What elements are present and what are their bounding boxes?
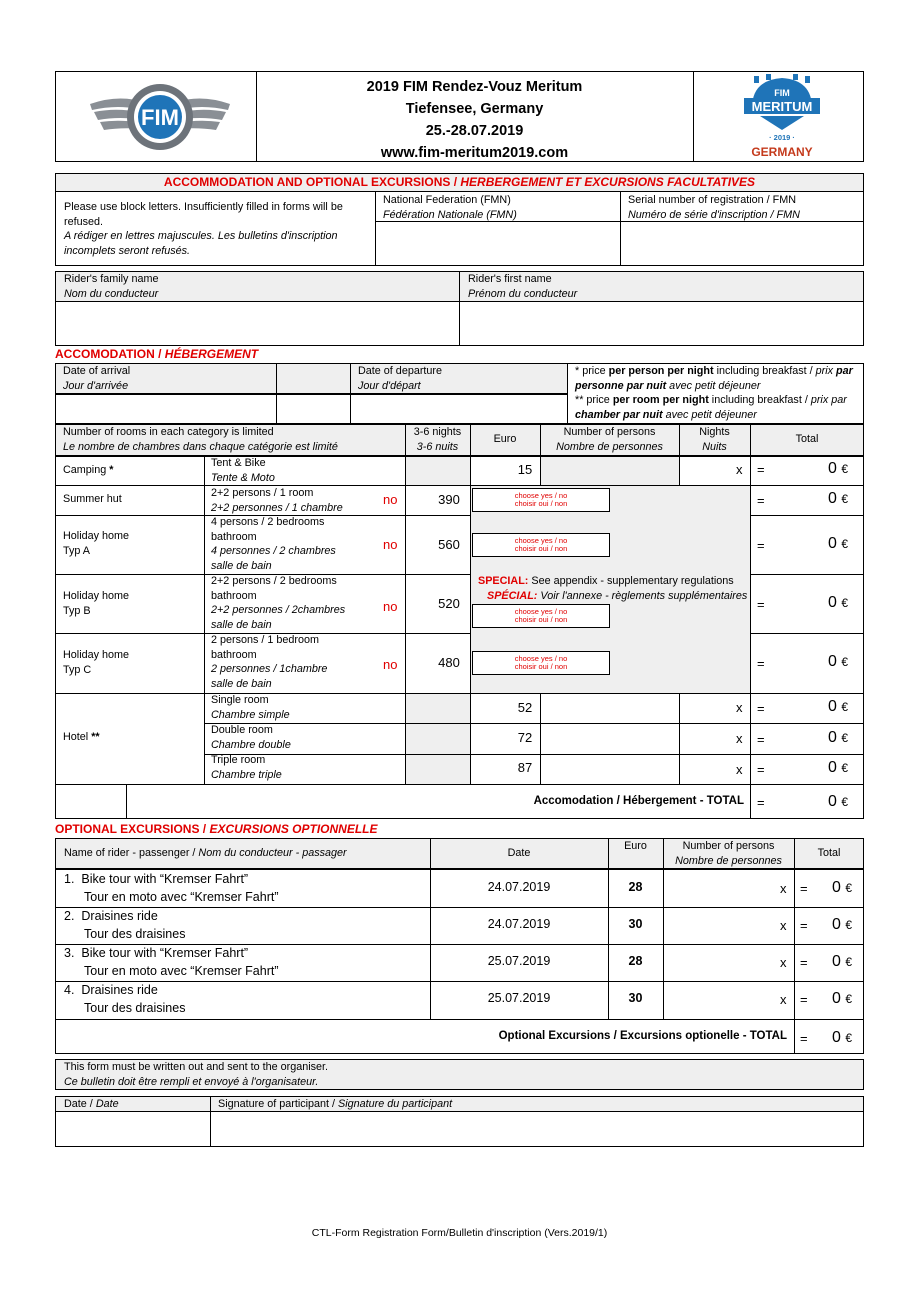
serial-field[interactable] — [621, 222, 863, 265]
family-name-field[interactable] — [56, 302, 459, 345]
event-website[interactable]: www.fim-meritum2019.com — [380, 145, 569, 161]
col-date: Date — [507, 847, 531, 859]
holiday-home-a-price: 560 — [438, 537, 460, 552]
instructions: Please use block letters. Insufficiently filled in forms will be refused. A rédiger en lettres majuscules. Les bulletins d'inscription incomplets seront refusés. — [64, 201, 343, 257]
equals-sign: = — [757, 795, 765, 810]
single-room-persons-field[interactable] — [541, 694, 678, 722]
accommodation-total: 0 € — [828, 793, 849, 810]
single-room-desc: Single room Chambre simple — [211, 694, 290, 721]
federation-label: National Federation (FMN) Fédération Nationale (FMN) — [383, 194, 517, 221]
summer-hut-total: 0 € — [828, 490, 849, 507]
multiply-sign: x — [736, 700, 743, 715]
multiply-sign: x — [736, 762, 743, 777]
summer-hut-desc: 2+2 persons / 1 room 2+2 personnes / 1 chambre — [211, 487, 343, 514]
signature-field[interactable] — [211, 1112, 863, 1146]
holiday-home-a-total: 0 € — [828, 535, 849, 552]
equals-sign: = — [757, 597, 765, 612]
summer-hut-label: Summer hut — [63, 493, 122, 505]
multiply-sign: x — [736, 462, 743, 477]
svg-text:GERMANY: GERMANY — [751, 145, 813, 159]
equals-sign: = — [757, 656, 765, 671]
event-location: Tiefensee, Germany — [405, 101, 544, 117]
triple-room-desc: Triple room Chambre triple — [211, 754, 282, 781]
col-euro: Euro — [624, 840, 647, 852]
holiday-home-a-label: Holiday home Typ A — [63, 530, 130, 557]
departure-label: Date of departure Jour d'départ — [358, 365, 443, 392]
excursion-2-persons-field[interactable] — [664, 908, 774, 943]
form-version: CTL-Form Registration Form/Bulletin d'inscription (Vers.2019/1) — [311, 1227, 608, 1239]
excursions-title: OPTIONAL EXCURSIONS / EXCURSIONS OPTIONNELLE — [55, 822, 378, 836]
col-nights: Nights Nuits — [699, 426, 730, 453]
excursions-total: 0 € — [832, 1029, 853, 1046]
excursion-4-persons-field[interactable] — [664, 982, 774, 1019]
summer-hut-price: 390 — [438, 492, 460, 507]
equals-sign: = — [757, 462, 765, 477]
equals-sign: = — [757, 493, 765, 508]
first-name-label: Rider's first name Prénom du conducteur — [468, 273, 578, 300]
summer-hut-selected: no — [383, 492, 398, 507]
holiday-home-a-choose-select[interactable]: choose yes / no choisir oui / non — [472, 533, 610, 557]
holiday-home-c-price: 480 — [438, 655, 460, 670]
meritum-logo — [740, 74, 824, 160]
holiday-home-b-price: 520 — [438, 596, 460, 611]
double-room-persons-field[interactable] — [541, 724, 678, 753]
excursion-1-persons-field[interactable] — [664, 870, 774, 906]
date-field[interactable] — [56, 1112, 210, 1146]
family-name-label: Rider's family name Nom du conducteur — [64, 273, 159, 300]
holiday-home-c-selected: no — [383, 657, 398, 672]
holiday-home-c-desc: 2 persons / 1 bedroom bathroom 2 personnes / 1chambre salle de bain — [211, 634, 328, 690]
triple-room-total: 0 € — [828, 759, 849, 776]
camping-price: 15 — [517, 462, 533, 477]
camping-label: Camping * — [63, 464, 114, 476]
col-total: Total — [795, 433, 819, 445]
double-room-price: 72 — [517, 730, 533, 745]
equals-sign: = — [757, 762, 765, 777]
first-name-field[interactable] — [460, 302, 863, 345]
accommodation-title: ACCOMODATION / HÉBERGEMENT — [55, 347, 259, 361]
camping-total: 0 € — [828, 460, 849, 477]
special-note: SPECIAL: See appendix - supplementary regulations SPÉCIAL: Voir l'annexe - règlements supplémentaires — [478, 575, 748, 602]
svg-text:FIM: FIM — [141, 105, 179, 130]
excursions-total-label: Optional Excursions / Excursions optionelle - TOTAL — [498, 1030, 787, 1042]
camping-persons-field[interactable] — [580, 457, 679, 484]
holiday-home-c-choose-select[interactable]: choose yes / no choisir oui / non — [472, 651, 610, 675]
fim-logo — [88, 80, 232, 154]
summer-hut-choose-select[interactable]: choose yes / no choisir oui / non — [472, 488, 610, 512]
excursion-3-persons-field[interactable] — [664, 945, 774, 980]
equals-sign: = — [800, 1031, 808, 1046]
col-nights-range: 3-6 nights 3-6 nuits — [413, 426, 462, 453]
single-room-total: 0 € — [828, 698, 849, 715]
arrival-label: Date of arrival Jour d'arrivée — [63, 365, 131, 392]
holiday-home-b-desc: 2+2 persons / 2 bedrooms bathroom 2+2 personnes / 2chambres salle de bain — [211, 575, 346, 631]
send-instructions: This form must be written out and sent to the organiser. Ce bulletin doit être rempli et envoyé à l'organisateur. — [64, 1061, 329, 1088]
camping-nights-field[interactable] — [680, 457, 730, 484]
equals-sign: = — [757, 732, 765, 747]
arrival-field[interactable] — [56, 395, 276, 423]
svg-text:MERITUM: MERITUM — [751, 99, 813, 114]
serial-label: Serial number of registration / FMN Numéro de série d'inscription / FMN — [628, 194, 800, 221]
holiday-home-c-total: 0 € — [828, 653, 849, 670]
col-euro: Euro — [493, 433, 517, 445]
section-title: ACCOMMODATION AND OPTIONAL EXCURSIONS / HERBERGEMENT ET EXCURSIONS FACULTATIVES — [163, 175, 756, 189]
camping-desc: Tent & Bike Tente & Moto — [211, 457, 275, 484]
rooms-limited-label: Number of rooms in each category is limited Le nombre de chambres dans chaque catégorie est limité — [63, 426, 338, 453]
equals-sign: = — [757, 701, 765, 716]
signature-label: Signature of participant / Signature du participant — [218, 1098, 453, 1110]
departure-field[interactable] — [351, 395, 567, 423]
col-rider-name: Name of rider - passenger / Nom du conducteur - passager — [64, 847, 347, 859]
double-room-total: 0 € — [828, 729, 849, 746]
holiday-home-a-desc: 4 persons / 2 bedrooms bathroom 4 personnes / 2 chambres salle de bain — [211, 516, 336, 572]
event-dates: 25.-28.07.2019 — [425, 123, 524, 139]
event-title: 2019 FIM Rendez-Vouz Meritum — [366, 79, 583, 95]
svg-text:FIM: FIM — [774, 88, 790, 98]
date-label: Date / Date — [64, 1098, 119, 1110]
price-notes: * price per person per night including breakfast / prix par personne par nuit avec petit déjeuner ** price per room per night including breakfast / prix par chamber par nuit avec petit déjeuner — [575, 365, 853, 421]
federation-field[interactable] — [376, 222, 620, 265]
holiday-home-b-choose-select[interactable]: choose yes / no choisir oui / non — [472, 604, 610, 628]
triple-room-persons-field[interactable] — [541, 755, 678, 784]
equals-sign: = — [757, 538, 765, 553]
accommodation-total-label: Accomodation / Hébergement - TOTAL — [533, 795, 744, 807]
holiday-home-b-selected: no — [383, 599, 398, 614]
triple-room-price: 87 — [517, 760, 533, 775]
holiday-home-b-total: 0 € — [828, 594, 849, 611]
col-persons: Number of persons Nombre de personnes — [556, 426, 663, 453]
svg-text:· 2019 ·: · 2019 · — [769, 133, 795, 142]
holiday-home-b-label: Holiday home Typ B — [63, 590, 130, 617]
single-room-price: 52 — [517, 700, 533, 715]
col-total: Total — [817, 847, 841, 859]
multiply-sign: x — [736, 731, 743, 746]
double-room-desc: Double room Chambre double — [211, 724, 291, 751]
holiday-home-c-label: Holiday home Typ C — [63, 649, 130, 676]
col-persons: Number of persons Nombre de personnes — [675, 840, 782, 867]
hotel-label: Hotel ** — [63, 731, 100, 743]
holiday-home-a-selected: no — [383, 537, 398, 552]
